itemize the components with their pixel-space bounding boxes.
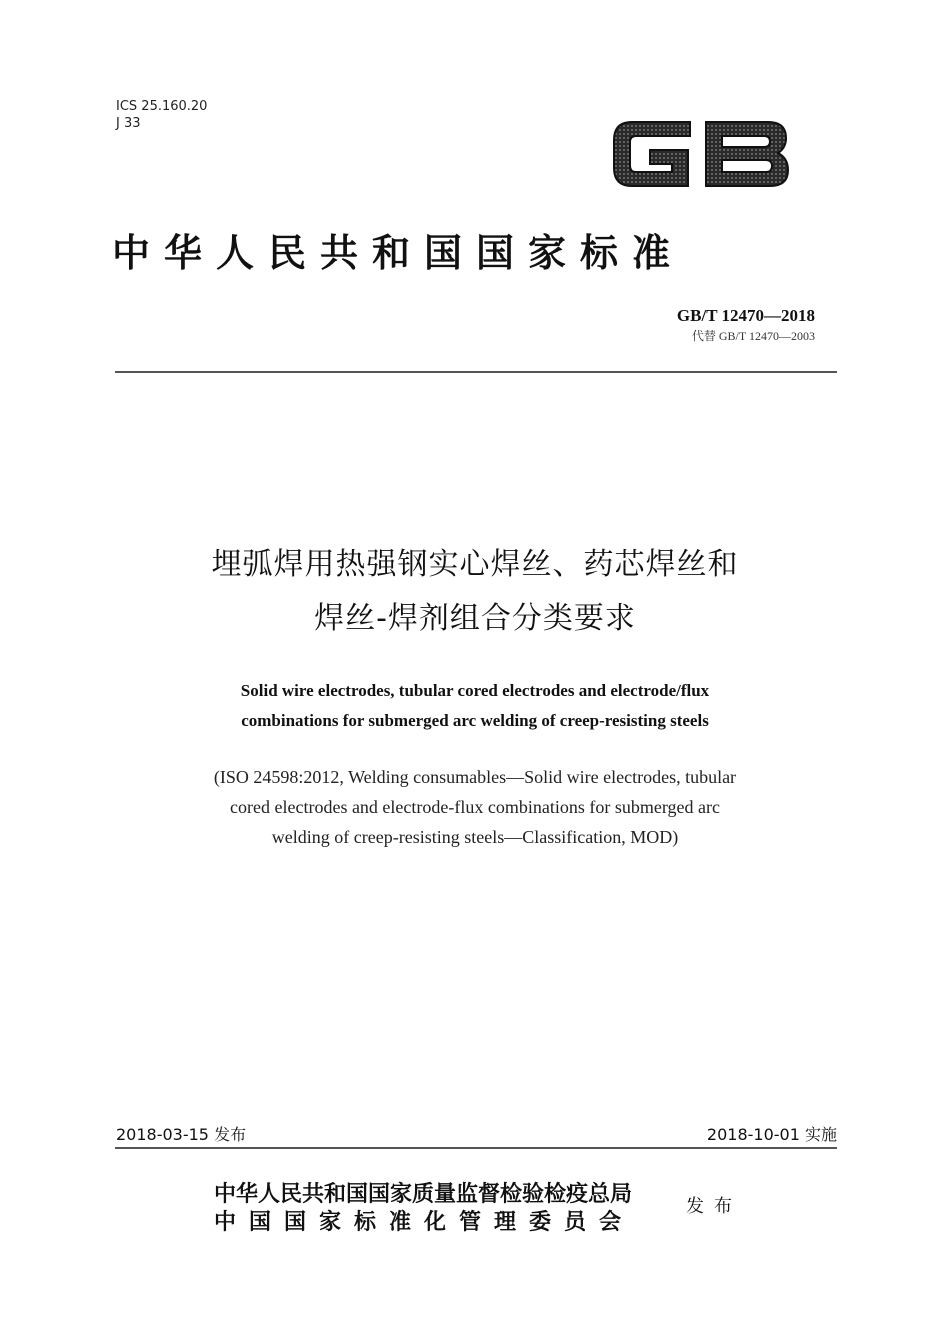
- iso-reference-line3: welding of creep-resisting steels—Classification, MOD): [271, 827, 679, 847]
- english-title-line1: Solid wire electrodes, tubular cored electrodes and electrode/flux: [240, 681, 710, 700]
- publish-date: 2018-03-15 发布: [116, 1125, 247, 1144]
- implementation-date: 2018-10-01 实施: [706, 1125, 837, 1144]
- ics-code: ICS 25.160.20: [116, 99, 208, 114]
- top-divider: [115, 371, 837, 373]
- national-standard-title: 中华人民共和国国家标准: [112, 230, 685, 275]
- bottom-divider: [115, 1147, 837, 1149]
- chinese-title-line1: 埋弧焊用热强钢实心焊丝、药芯焊丝和: [211, 547, 739, 582]
- gb-logo-icon: [610, 112, 792, 196]
- issuer-aqsiq: 中华人民共和国国家质量监督检验检疫总局: [214, 1181, 633, 1207]
- english-title: [0, 676, 950, 736]
- standard-number-text: GB/T 12470—2018: [676, 306, 815, 325]
- chinese-title-line2: 焊丝-焊剂组合分类要求: [314, 601, 636, 636]
- iso-reference-line2: cored electrodes and electrode-flux combinations for submerged arc: [230, 797, 720, 817]
- chinese-title: [0, 538, 950, 646]
- english-title-line2: combinations for submerged arc welding of creep-resisting steels: [241, 711, 709, 730]
- replaces-standard: 代替 GB/T 12470—2003: [691, 329, 815, 343]
- iso-reference-line1: (ISO 24598:2012, Welding consumables—Solid wire electrodes, tubular: [213, 767, 737, 787]
- logo-text: GB: [610, 112, 612, 113]
- standard-number: [677, 306, 815, 326]
- issuer-sac: 中国国家标准化管理委员会: [214, 1209, 635, 1235]
- classification-codes: [116, 98, 207, 132]
- class-code: J 33: [116, 116, 141, 131]
- iso-reference: [0, 762, 950, 852]
- issue-label: 发布: [686, 1196, 742, 1217]
